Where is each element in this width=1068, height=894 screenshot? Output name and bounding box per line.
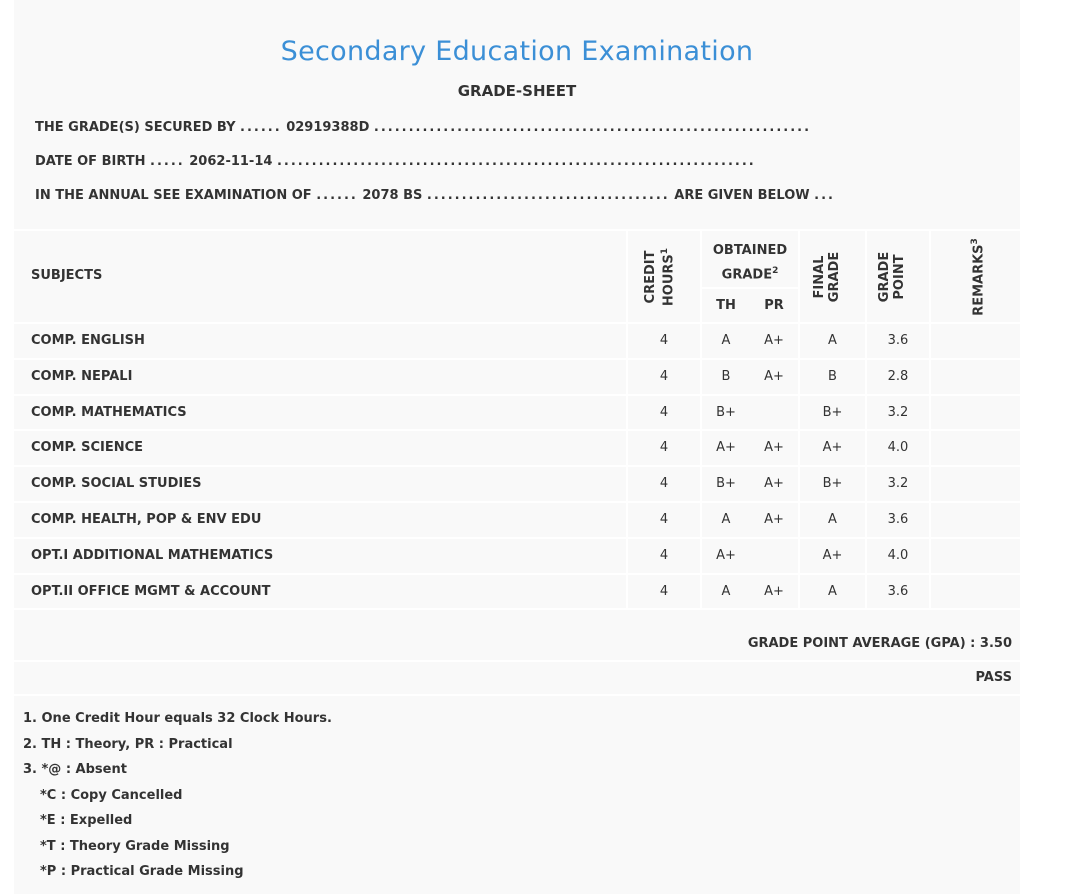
pr-grade: A+ xyxy=(764,476,784,492)
dob-label: DATE OF BIRTH xyxy=(35,154,146,169)
note-3c: *T : Theory Grade Missing xyxy=(40,838,230,854)
final-grade: B xyxy=(828,368,837,384)
note-2: 2. TH : Theory, PR : Practical xyxy=(23,736,233,752)
pr-grade: A+ xyxy=(764,333,784,348)
note-1: 1. One Credit Hour equals 32 Clock Hours. xyxy=(23,711,332,726)
grade-point: 4.0 xyxy=(887,440,909,456)
result-status: PASS xyxy=(975,670,1012,685)
credit-hours: 4 xyxy=(659,583,669,599)
page-title: Secondary Education Examination xyxy=(280,36,754,67)
th-grade: A xyxy=(721,333,731,348)
remarks xyxy=(931,574,1020,610)
gpa-label: GRADE POINT AVERAGE (GPA) : xyxy=(747,636,980,651)
table-row xyxy=(14,502,1020,538)
final-grade: A xyxy=(828,512,837,527)
exam-label: IN THE ANNUAL SEE EXAMINATION OF xyxy=(35,188,312,203)
credit-hours: 4 xyxy=(659,440,669,456)
credit-hours: 4 xyxy=(659,368,669,384)
credit-hours: 4 xyxy=(659,512,669,527)
remarks xyxy=(931,502,1020,538)
grade-point: 4.0 xyxy=(887,547,909,563)
credit-hours: 4 xyxy=(659,547,669,563)
final-grade: A+ xyxy=(822,440,843,456)
subject-name: COMP. NEPALI xyxy=(31,368,133,384)
grade-point: 3.6 xyxy=(887,333,909,348)
subject-name: COMP. SCIENCE xyxy=(31,440,144,456)
col-final-grade: FINAL GRADE xyxy=(812,251,842,303)
subject-name: COMP. ENGLISH xyxy=(31,333,145,348)
th-grade: B+ xyxy=(716,404,736,420)
table-row xyxy=(14,359,1020,395)
col-th: TH xyxy=(716,298,736,313)
grade-point: 3.6 xyxy=(887,512,909,527)
symbol-number: 02919388D xyxy=(286,120,370,135)
th-grade: A xyxy=(721,512,731,527)
gpa-value: 3.50 xyxy=(979,636,1012,651)
grade-point: 3.2 xyxy=(887,476,909,492)
credit-hours: 4 xyxy=(659,404,669,420)
gpa-line xyxy=(748,636,1012,651)
exam-line: IN THE ANNUAL SEE EXAMINATION OF ...... 2078 BS ................................... ARE GIVEN BELOW ... xyxy=(35,188,835,203)
remarks xyxy=(931,323,1020,359)
col-remarks: REMARKS$^3$ xyxy=(970,238,987,316)
col-grade-point: GRADE POINT xyxy=(877,251,907,303)
footnotes xyxy=(23,706,332,885)
remarks xyxy=(931,395,1020,431)
th-grade: A+ xyxy=(716,440,736,456)
table-row xyxy=(14,430,1020,466)
subject-name: COMP. HEALTH, POP & ENV EDU xyxy=(31,512,262,527)
pr-grade xyxy=(750,395,798,431)
note-3a: *C : Copy Cancelled xyxy=(40,787,183,803)
final-grade: B+ xyxy=(822,476,843,492)
table-row xyxy=(14,466,1020,502)
note-3b: *E : Expelled xyxy=(40,813,133,828)
subject-name: COMP. MATHEMATICS xyxy=(31,404,187,420)
grade-sheet xyxy=(14,0,1020,894)
secured-by-label: THE GRADE(S) SECURED BY xyxy=(35,120,236,135)
remarks xyxy=(931,430,1020,466)
exam-suffix: ARE GIVEN BELOW xyxy=(674,188,810,203)
th-grade: A xyxy=(721,583,731,599)
table-row xyxy=(14,538,1020,574)
col-pr: PR xyxy=(764,298,784,313)
th-grade: A+ xyxy=(716,547,736,563)
table-row xyxy=(14,574,1020,610)
subject-name: OPT.I ADDITIONAL MATHEMATICS xyxy=(31,547,274,563)
pr-grade: A+ xyxy=(764,583,784,599)
note-3: 3. *@ : Absent xyxy=(23,762,127,777)
dob-line: DATE OF BIRTH ..... 2062-11-14 ..................................................................... xyxy=(35,154,756,169)
pr-grade: A+ xyxy=(764,512,784,527)
credit-hours: 4 xyxy=(659,476,669,492)
grade-point: 3.6 xyxy=(887,583,909,599)
col-subjects: SUBJECTS xyxy=(31,268,103,283)
final-grade: A xyxy=(828,583,837,599)
th-grade: B xyxy=(721,368,731,384)
col-credit-hours: CREDIT HOURS$^1$ xyxy=(643,247,677,307)
note-3d: *P : Practical Grade Missing xyxy=(40,864,244,879)
pr-grade: A+ xyxy=(764,368,784,384)
credit-hours: 4 xyxy=(659,333,669,348)
remarks xyxy=(931,359,1020,395)
table-row xyxy=(14,323,1020,359)
final-grade: A xyxy=(828,333,837,348)
th-grade: B+ xyxy=(716,476,736,492)
exam-value: 2078 BS xyxy=(362,188,423,203)
pr-grade: A+ xyxy=(764,440,784,456)
grade-point: 3.2 xyxy=(887,404,909,420)
table-row xyxy=(14,395,1020,431)
pr-grade xyxy=(750,538,798,574)
remarks xyxy=(931,538,1020,574)
dob-value: 2062-11-14 xyxy=(189,154,273,169)
sheet-subtitle: GRADE-SHEET xyxy=(457,82,577,100)
subject-name: OPT.II OFFICE MGMT & ACCOUNT xyxy=(31,583,271,599)
col-obtained-grade: OBTAINED GRADE$^2$ xyxy=(712,243,788,283)
grade-point: 2.8 xyxy=(887,368,909,384)
final-grade: A+ xyxy=(822,547,843,563)
remarks xyxy=(931,466,1020,502)
final-grade: B+ xyxy=(822,404,843,420)
subject-name: COMP. SOCIAL STUDIES xyxy=(31,476,202,492)
secured-by-line: THE GRADE(S) SECURED BY ...... 02919388D ............................................................... xyxy=(35,120,812,135)
